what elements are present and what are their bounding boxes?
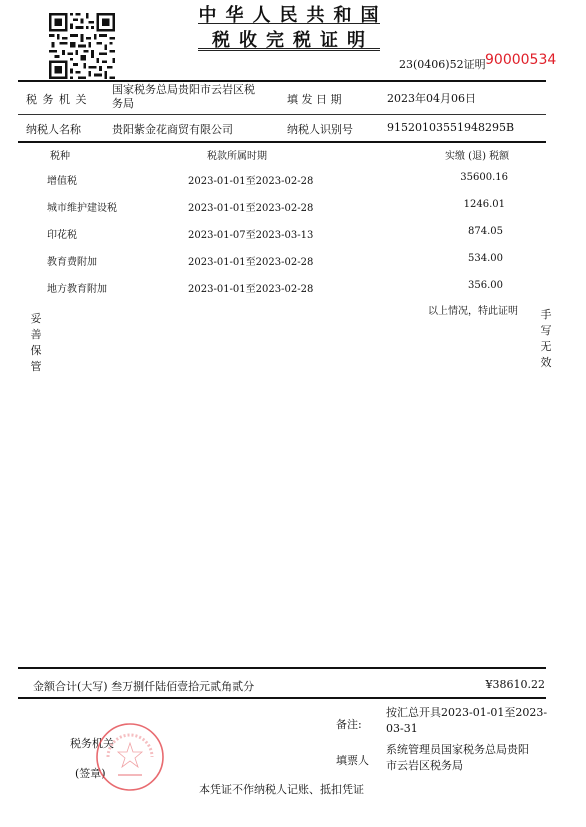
remarks-line1: 按汇总开具2023-01-01至2023-: [386, 706, 548, 719]
document-title: 中华人民共和国: [198, 5, 388, 26]
table-row-amount: 356.00: [468, 280, 503, 291]
issuer-value: [386, 742, 551, 774]
taxpayer-name-value: 贵阳紫金花商贸有限公司: [112, 123, 233, 136]
seal-label: (签章): [75, 767, 106, 780]
remarks-label: 备注:: [336, 718, 362, 731]
authority-value: [112, 83, 282, 111]
authority-value-line2: 务局: [112, 97, 134, 110]
table-row-period: 2023-01-01至2023-02-28: [188, 176, 314, 187]
taxpayer-id-value: 91520103551948295B: [387, 121, 515, 134]
table-row-amount: 1246.01: [463, 199, 505, 210]
subtitle-double-underline: [198, 50, 380, 51]
taxpayer-name-label: 纳税人名称: [26, 123, 81, 136]
total-bottom-border: [18, 697, 546, 699]
column-header-tax: 税种: [50, 151, 70, 162]
row-divider-thick: [18, 141, 546, 143]
table-row-period: 2023-01-01至2023-02-28: [188, 284, 314, 295]
side-char: 写: [540, 324, 552, 337]
official-seal-icon: [94, 721, 166, 793]
total-amount: ¥38610.22: [485, 678, 545, 691]
certificate-number: 90000534: [485, 52, 557, 68]
subtitle-underline: [198, 48, 380, 49]
total-in-words: 金额合计(大写) 叁万捌仟陆佰壹拾元贰角贰分: [33, 680, 255, 693]
column-header-period: 税款所属时期: [207, 151, 267, 162]
issuer-line2: 市云岩区税务局: [386, 759, 463, 772]
table-row-amount: 35600.16: [460, 172, 508, 183]
side-char: 无: [540, 340, 552, 353]
table-row-tax: 教育费附加: [47, 257, 97, 268]
issuer-line1: 系统管理员国家税务总局贵阳: [386, 743, 529, 756]
certification-statement: 以上情况，特此证明: [428, 306, 518, 317]
table-row-period: 2023-01-01至2023-02-28: [188, 203, 314, 214]
remarks-line2: 03-31: [386, 722, 418, 735]
remarks-value: [386, 705, 551, 737]
side-char: 手: [540, 308, 552, 321]
taxpayer-id-label: 纳税人识别号: [287, 123, 353, 136]
table-row-period: 2023-01-07至2023-03-13: [188, 230, 314, 241]
certificate-code: 23(0406)52证明: [399, 58, 486, 71]
tax-authority-label: 税务机关: [70, 737, 114, 750]
document-subtitle: 税收完税证明: [212, 30, 374, 51]
table-row-tax: 地方教育附加: [47, 284, 107, 295]
issuer-label: 填票人: [336, 754, 369, 767]
title-underline: [198, 23, 380, 24]
table-row-amount: 534.00: [468, 253, 503, 264]
table-row-period: 2023-01-01至2023-02-28: [188, 257, 314, 268]
table-row-amount: 874.05: [468, 226, 503, 237]
keep-safe-note: [29, 311, 43, 375]
table-row-tax: 城市维护建设税: [47, 203, 117, 214]
authority-label: 税 务 机 关: [26, 93, 88, 106]
column-header-amount: 实缴 (退) 税额: [445, 151, 510, 162]
issue-date-value: 2023年04月06日: [387, 92, 476, 105]
row-divider: [18, 114, 546, 115]
side-char: 管: [30, 360, 42, 373]
handwriting-invalid-note: [539, 307, 553, 371]
side-char: 妥: [30, 312, 42, 325]
top-border: [18, 80, 546, 82]
table-row-tax: 印花税: [47, 230, 77, 241]
issue-date-label: 填 发 日 期: [287, 93, 342, 106]
side-char: 效: [540, 356, 552, 369]
table-row-tax: 增值税: [47, 176, 77, 187]
disclaimer: 本凭证不作纳税人记账、抵扣凭证: [199, 783, 364, 796]
authority-value-line1: 国家税务总局贵阳市云岩区税: [112, 83, 255, 96]
side-char: 保: [30, 344, 42, 357]
total-top-border: [18, 667, 546, 669]
side-char: 善: [30, 328, 42, 341]
